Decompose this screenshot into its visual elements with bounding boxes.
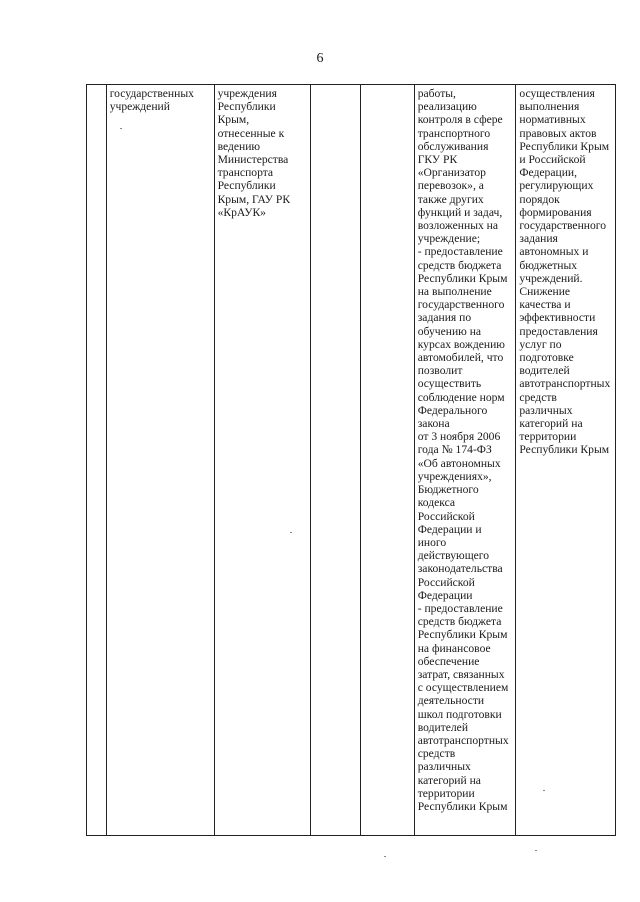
scan-speck (290, 532, 292, 533)
table-cell-consequences: осуществления выполнения нормативных правовых актов Республики Крым и Российской Федерации, регулирующих порядок формирования государственного задания автономных и бюджетных учреждений. Снижение качества и эффективности предоставления услуг по подготовке водителей автотранспортных средств различных категорий на территории Республики Крым (516, 85, 616, 836)
table-row (87, 85, 616, 836)
table-cell-result: работы, реализацию контроля в сфере транспортного обслуживания ГКУ РК «Организатор перевозок», а также других функций и задач, возложенных на учреждение; - предоставление средств бюджета Республики Крым на выполнение государственного задания по обучению на курсах вождению автомобилей, что позволит осуществить соблюдение норм Федерального закона от 3 ноября 2006 года № 174-ФЗ «Об автономных учреждениях», Бюджетного кодекса Российской Федерации и иного действующего законодательства Российской Федерации - предоставление средств бюджета Республики Крым на финансовое обеспечение затрат, связанных с осуществлением деятельности школ подготовки водителей автотранспортных средств различных категорий на территории Республики Крым (414, 85, 516, 836)
table-cell-task: государственных учреждений (106, 85, 214, 836)
page-number: 6 (316, 51, 324, 66)
scan-speck (120, 128, 122, 129)
scan-speck (384, 856, 386, 857)
table-cell-start (311, 85, 361, 836)
table-cell-end (360, 85, 414, 836)
table-cell-executor: учреждения Республики Крым, отнесенные к ведению Министерства транспорта Республики Крым, ГАУ РК «КрАУК» (214, 85, 310, 836)
scan-speck (543, 790, 545, 791)
scan-speck (535, 850, 537, 851)
table-cell-number (87, 85, 107, 836)
program-table (86, 84, 616, 836)
